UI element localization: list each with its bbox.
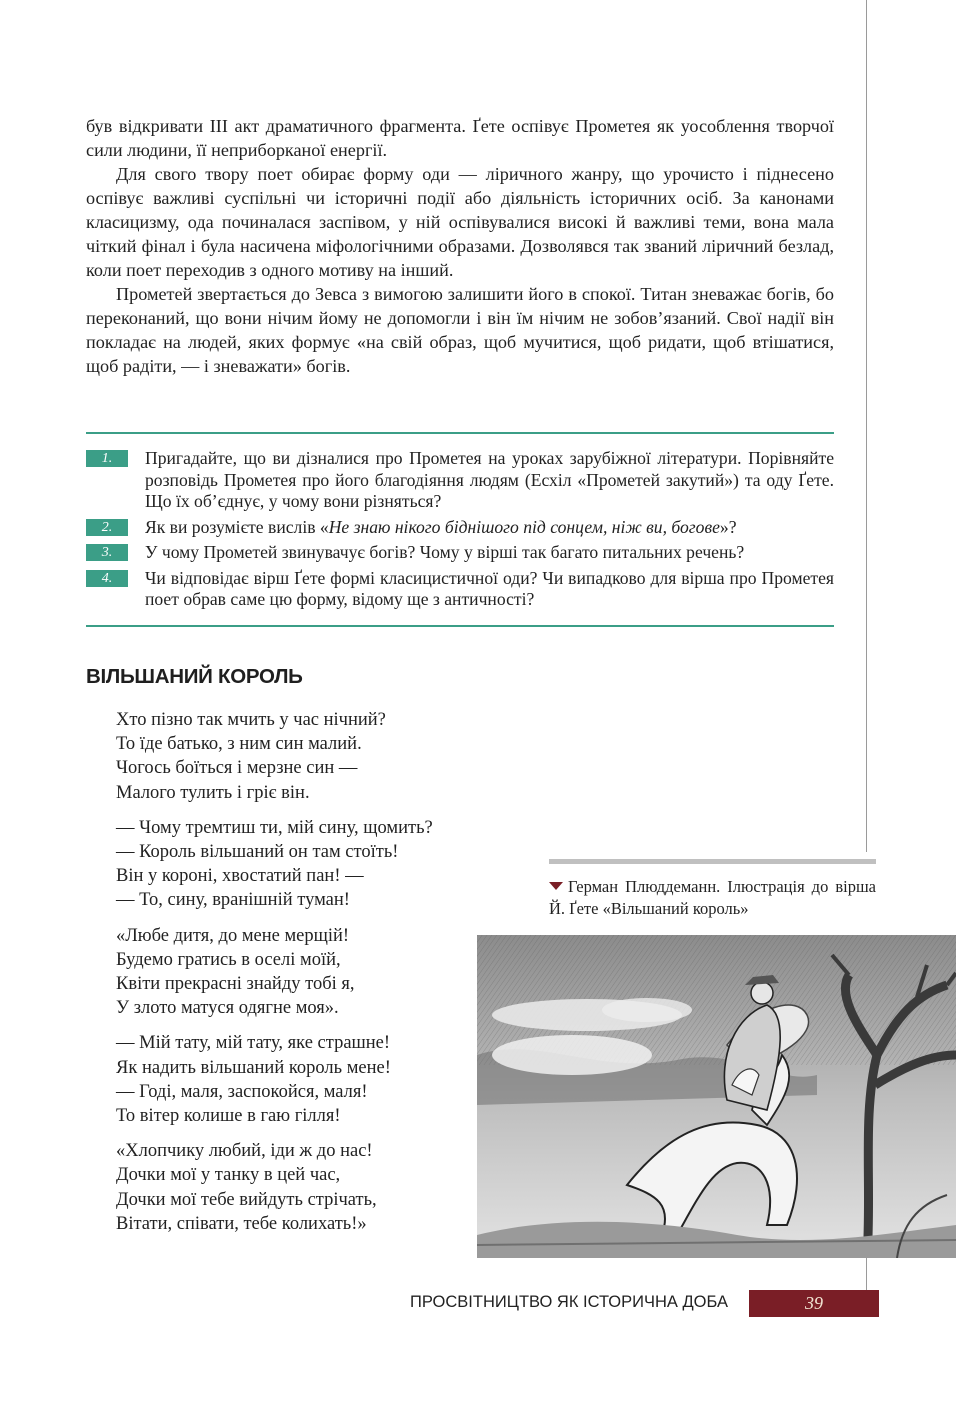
question-text: Як ви розумієте вислів «Не знаю нікого біднішого під сонцем, ніж ви, богове»? bbox=[145, 516, 737, 537]
question-text: У чому Прометей звинувачує богів? Чому у вірші так багато питальних речень? bbox=[145, 542, 745, 562]
intro-text bbox=[86, 114, 834, 378]
question-text: Чи відповідає вірш Ґете формі класицистичної оди? Чи випадково для вірша про Прометея поет обрав саме цю форму, відому ще з античності? bbox=[145, 567, 834, 609]
poem-stanza bbox=[116, 1031, 433, 1128]
poem-line: Як надить вільшаний король мене! bbox=[116, 1057, 391, 1078]
question-number-badge: 4. bbox=[86, 570, 128, 587]
question-item bbox=[86, 568, 834, 611]
poem-line: То їде батько, з ним син малий. bbox=[116, 734, 362, 755]
poem-stanza bbox=[116, 708, 433, 805]
poem-stanza bbox=[116, 1139, 433, 1236]
intro-paragraph-2: Для свого твору поет обирає форму оди — ліричного жанру, що урочисто і піднесено оспівує важливі суспільні чи історичні події або діяльність історичних осіб. За канонами класицизму, ода починалася заспівом, у ній оспівувалися високі й важливі теми, вона мала чіткий фінал і була насичена міфологічними образами. Дозволявся так званий ліричний безлад, коли поет переходив з одного мотиву на інший. bbox=[86, 164, 834, 280]
intro-paragraph-3: Прометей звертається до Зевса з вимогою залишити його в спокої. Титан зневажає богів, бо переконаний, що вони нічим йому не допомогли і він їм нічим не зобов’язаний. Свої надії він покладає на людей, яких формує «на свій образ, щоб мучитися, щоб ридати, щоб втішатися, щоб радіти, — і зневажати» богів. bbox=[86, 284, 834, 376]
poem-line: Вітати, співати, тебе колихать!» bbox=[116, 1213, 367, 1234]
triangle-marker-icon bbox=[549, 882, 563, 890]
illustration-erlking bbox=[477, 935, 956, 1258]
poem-line: — Король вільшаний он там стоїть! bbox=[116, 842, 399, 863]
section-title: ВІЛЬШАНИЙ КОРОЛЬ bbox=[86, 665, 303, 688]
caption-bar bbox=[549, 859, 876, 864]
questions-top-rule bbox=[86, 432, 834, 434]
poem-line: То вітер колише в гаю гілля! bbox=[116, 1106, 341, 1127]
question-number-badge: 3. bbox=[86, 544, 128, 561]
poem-line: Квіти прекрасні знайду тобі я, bbox=[116, 974, 355, 995]
poem-line: «Любе дитя, до мене мерщій! bbox=[116, 925, 350, 946]
poem-line: Дочки мої у танку в цей час, bbox=[116, 1165, 341, 1186]
poem-line: Дочки мої тебе вийдуть стрічать, bbox=[116, 1189, 377, 1210]
poem-stanza bbox=[116, 816, 433, 913]
poem-stanza bbox=[116, 924, 433, 1021]
poem-line: Він у короні, хвостатий пан! — bbox=[116, 866, 364, 887]
page-number: 39 bbox=[749, 1290, 879, 1317]
margin-line-top bbox=[866, 0, 867, 852]
question-number-badge: 2. bbox=[86, 519, 128, 536]
poem-line: «Хлопчику любий, іди ж до нас! bbox=[116, 1141, 373, 1162]
question-item bbox=[86, 517, 834, 539]
poem bbox=[116, 708, 433, 1247]
running-footer-title: ПРОСВІТНИЦТВО ЯК ІСТОРИЧНА ДОБА bbox=[410, 1293, 728, 1311]
question-text: Пригадайте, що ви дізналися про Прометея на уроках зарубіжної літератури. Порівняйте розповідь Прометея про його благодіяння людям (Есхіл «Прометей закутий») та оду Ґете. Що їх об’єднує, у чому вони різняться? bbox=[145, 448, 834, 511]
poem-line: — Чому тремтиш ти, мій сину, щомить? bbox=[116, 817, 433, 838]
intro-paragraph-1: був відкривати ІІІ акт драматичного фрагмента. Ґете оспівує Прометея як уособлення творчої сили людини, її неприборканої енергії. bbox=[86, 116, 834, 160]
poem-line: У злото матуся одягне моя». bbox=[116, 998, 339, 1019]
poem-line: Малого тулить і гріє він. bbox=[116, 782, 310, 803]
poem-line: Чогось боїться і мерзне син — bbox=[116, 758, 358, 779]
poem-line: — Годі, маля, заспокойся, маля! bbox=[116, 1081, 368, 1102]
illustration-caption: Герман Плюддеманн. Ілюстрація до вірша Й. Ґете «Вільшаний король» bbox=[549, 877, 876, 918]
margin-line-bottom bbox=[866, 1258, 867, 1292]
question-number-badge: 1. bbox=[86, 450, 128, 467]
poem-line: — Мій тату, мій тату, яке страшне! bbox=[116, 1033, 391, 1054]
poem-line: — То, сину, вранішній туман! bbox=[116, 890, 350, 911]
questions-block bbox=[86, 448, 834, 615]
quoted-phrase: Не знаю нікого біднішого під сонцем, ніж ви, богове bbox=[328, 516, 720, 537]
questions-bottom-rule bbox=[86, 625, 834, 627]
question-item bbox=[86, 542, 834, 564]
question-item bbox=[86, 448, 834, 513]
poem-line: Будемо гратись в оселі моїй, bbox=[116, 949, 341, 970]
poem-line: Хто пізно так мчить у час нічний? bbox=[116, 710, 386, 730]
